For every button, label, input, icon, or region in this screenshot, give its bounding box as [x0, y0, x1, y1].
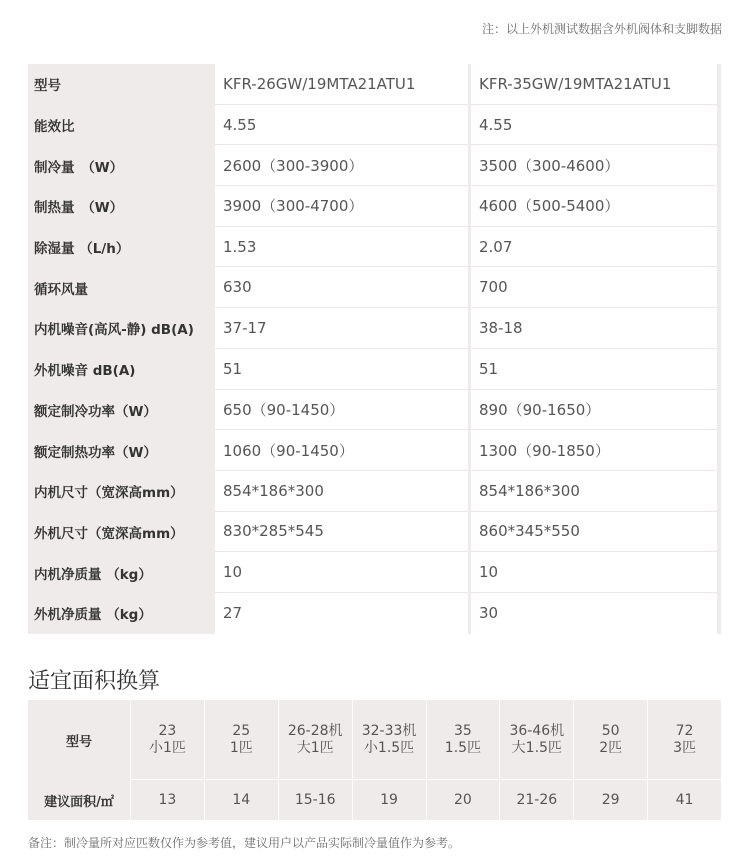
- model-35-value: 30: [471, 593, 717, 634]
- model-size: 72: [675, 722, 694, 739]
- table-row: [28, 430, 721, 471]
- row-label: 制冷量 （W）: [34, 159, 124, 176]
- row-label: 内机尺寸（宽深高mm）: [34, 485, 184, 502]
- area-size-cell: 13: [130, 780, 204, 820]
- model-35-value: 700: [471, 267, 717, 308]
- area-model-cell: [278, 700, 352, 780]
- row-label: 内机噪音(高风-静) dB(A): [34, 322, 194, 339]
- row-label: 额定制冷功率（W）: [34, 403, 157, 420]
- area-model-cell: [499, 700, 573, 780]
- area-model-header: 型号: [65, 734, 92, 750]
- table-row: [28, 267, 721, 308]
- bottom-note: 备注：制冷量所对应匹数仅作为参考值，建议用户以产品实际制冷量值作为参考。: [28, 836, 461, 850]
- model-size: 35: [454, 722, 472, 739]
- model-35-value: 890（90-1650）: [471, 390, 717, 431]
- model-hp: 大1匹: [296, 739, 334, 756]
- table-row: [28, 145, 721, 186]
- area-table: [28, 700, 721, 820]
- table-row: [28, 308, 721, 349]
- area-model-cell: [204, 700, 278, 780]
- model-hp: 大1.5匹: [511, 739, 562, 756]
- model-size: 50: [601, 722, 620, 739]
- model-35-value: KFR-35GW/19MTA21ATU1: [471, 64, 717, 105]
- model-35-value: 1300（90-1850）: [471, 430, 717, 471]
- table-row: [28, 186, 721, 227]
- area-size-row: [28, 780, 721, 820]
- model-26-value: 650（90-1450）: [215, 390, 468, 431]
- model-26-value: 830*285*545: [215, 512, 468, 553]
- row-label: 额定制热功率（W）: [34, 444, 157, 461]
- table-row: [28, 593, 721, 634]
- model-size: 26-28机: [287, 722, 343, 739]
- area-size-cell: 29: [573, 780, 647, 820]
- area-size-cell: 41: [647, 780, 721, 820]
- row-label: 循环风量: [34, 281, 88, 298]
- area-size-cell: 15-16: [278, 780, 352, 820]
- area-size-cell: 19: [352, 780, 426, 820]
- row-label: 外机尺寸（宽深高mm）: [34, 525, 184, 542]
- model-size: 32-33机: [361, 722, 417, 739]
- table-row: [28, 552, 721, 593]
- model-35-value: 854*186*300: [471, 471, 717, 512]
- area-model-cell: [130, 700, 204, 780]
- model-hp: 小1匹: [148, 739, 186, 756]
- model-hp: 小1.5匹: [363, 739, 415, 756]
- row-label: 外机净质量 （kg）: [34, 607, 152, 624]
- area-model-cell: [352, 700, 426, 780]
- row-label: 内机净质量 （kg）: [34, 566, 152, 583]
- model-26-value: 3900（300-4700）: [215, 186, 468, 227]
- table-row: [28, 349, 721, 390]
- spec-table: [28, 64, 721, 634]
- model-hp: 3匹: [673, 739, 697, 756]
- area-size-cell: 14: [204, 780, 278, 820]
- row-label: 型号: [34, 78, 61, 95]
- model-size: 25: [232, 722, 251, 739]
- model-26-value: 51: [215, 349, 468, 390]
- model-26-value: 2600（300-3900）: [215, 145, 468, 186]
- model-hp: 1匹: [229, 739, 253, 756]
- top-note: 注：以上外机测试数据含外机阀体和支脚数据: [481, 22, 722, 36]
- row-label: 外机噪音 dB(A): [34, 363, 136, 380]
- model-26-value: 37-17: [215, 308, 468, 349]
- area-model-cell: [647, 700, 721, 780]
- model-26-value: 1060（90-1450）: [215, 430, 468, 471]
- model-35-value: 2.07: [471, 227, 717, 268]
- area-model-cell: [426, 700, 500, 780]
- model-35-value: 4.55: [471, 105, 717, 146]
- model-26-value: 1.53: [215, 227, 468, 268]
- area-section-title: 适宜面积换算: [28, 669, 161, 694]
- model-35-value: 860*345*550: [471, 512, 717, 553]
- table-row: [28, 390, 721, 431]
- row-label: 制热量 （W）: [34, 200, 124, 217]
- model-size: 36-46机: [509, 722, 565, 739]
- model-hp: 2匹: [599, 739, 623, 756]
- table-row: [28, 471, 721, 512]
- table-row: [28, 64, 721, 105]
- table-row: [28, 512, 721, 553]
- area-size-header: 建议面积/㎡: [44, 794, 114, 810]
- model-size: 23: [158, 722, 177, 739]
- model-35-value: 4600（500-5400）: [471, 186, 717, 227]
- model-35-value: 51: [471, 349, 717, 390]
- model-35-value: 38-18: [471, 308, 717, 349]
- model-35-value: 10: [471, 552, 717, 593]
- model-26-value: 630: [215, 267, 468, 308]
- model-26-value: 4.55: [215, 105, 468, 146]
- area-size-cell: 21-26: [499, 780, 573, 820]
- table-row: [28, 105, 721, 146]
- model-hp: 1.5匹: [444, 739, 482, 756]
- row-label: 除湿量 （L/h）: [34, 241, 130, 258]
- row-label: 能效比: [34, 119, 75, 136]
- model-26-value: 27: [215, 593, 468, 634]
- model-26-value: 854*186*300: [215, 471, 468, 512]
- table-row: [28, 227, 721, 268]
- model-35-value: 3500（300-4600）: [471, 145, 717, 186]
- area-size-cell: 20: [426, 780, 500, 820]
- model-26-value: 10: [215, 552, 468, 593]
- area-model-row: [28, 700, 721, 780]
- model-26-value: KFR-26GW/19MTA21ATU1: [215, 64, 468, 105]
- area-model-cell: [573, 700, 647, 780]
